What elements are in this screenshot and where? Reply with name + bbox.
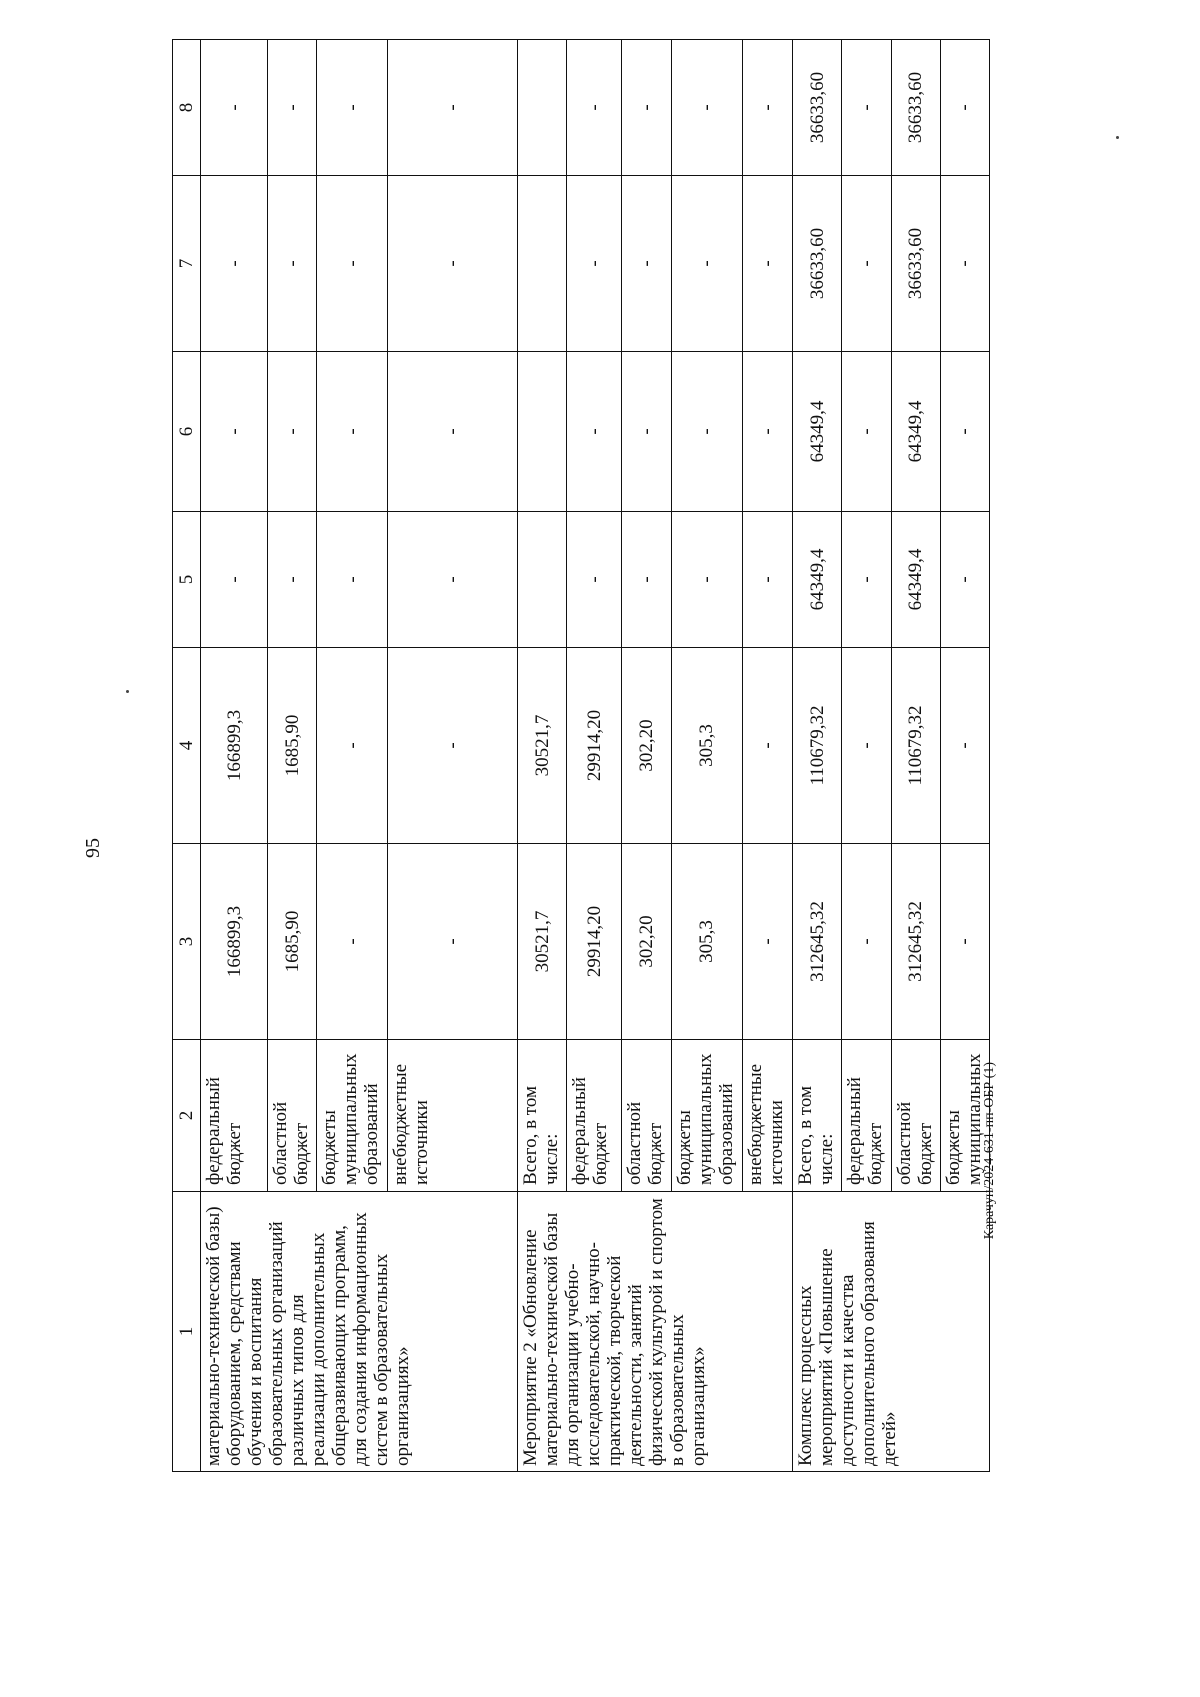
amount-cell: -: [317, 40, 388, 176]
amount-cell: -: [621, 512, 671, 648]
amount-cell: 1685,90: [268, 648, 317, 844]
funding-source-cell: внебюджетные источники: [388, 1040, 518, 1192]
amount-cell: -: [940, 648, 989, 844]
amount-cell: [518, 176, 567, 352]
amount-cell: [518, 512, 567, 648]
funding-source-cell: бюджеты муниципальных: [940, 1040, 989, 1192]
amount-cell: -: [940, 844, 989, 1040]
scan-speck: [1116, 136, 1119, 139]
amount-cell: 312645,32: [891, 844, 940, 1040]
funding-source-cell: Всего, в том числе:: [518, 1040, 567, 1192]
amount-cell: -: [671, 176, 742, 352]
amount-cell: -: [388, 648, 518, 844]
amount-cell: -: [201, 176, 268, 352]
amount-cell: -: [842, 844, 891, 1040]
amount-cell: -: [842, 648, 891, 844]
amount-cell: 36633,60: [891, 40, 940, 176]
amount-cell: -: [317, 352, 388, 512]
amount-cell: [518, 352, 567, 512]
amount-cell: -: [940, 40, 989, 176]
activity-name-cell: Мероприятие 2 «Обновление материально-технической базы для организации учебно-исследовательской, научно-практической, творческой деятельности, занятий физической культурой и спортом в образовательных организациях»: [518, 1192, 793, 1472]
page-number: 95: [82, 838, 104, 858]
table-container: [172, 40, 990, 1472]
amount-cell: -: [671, 512, 742, 648]
amount-cell: -: [388, 176, 518, 352]
column-header: 8: [173, 40, 201, 176]
amount-cell: -: [388, 512, 518, 648]
budget-table: [172, 39, 990, 1472]
amount-cell: 30521,7: [518, 844, 567, 1040]
amount-cell: -: [842, 176, 891, 352]
amount-cell: 166899,3: [201, 648, 268, 844]
funding-source-cell: бюджеты муниципальных образований: [317, 1040, 388, 1192]
column-header: 2: [173, 1040, 201, 1192]
amount-cell: 29914,20: [567, 648, 621, 844]
amount-cell: 302,20: [621, 844, 671, 1040]
amount-cell: [518, 40, 567, 176]
funding-source-cell: внебюджетные источники: [743, 1040, 793, 1192]
amount-cell: -: [743, 648, 793, 844]
amount-cell: -: [201, 352, 268, 512]
amount-cell: -: [388, 844, 518, 1040]
amount-cell: 29914,20: [567, 844, 621, 1040]
amount-cell: -: [567, 352, 621, 512]
funding-source-cell: федеральный бюджет: [842, 1040, 891, 1192]
column-header: 6: [173, 352, 201, 512]
amount-cell: 110679,32: [891, 648, 940, 844]
table-row: [518, 40, 567, 1472]
amount-cell: -: [388, 40, 518, 176]
amount-cell: 312645,32: [793, 844, 842, 1040]
amount-cell: -: [743, 40, 793, 176]
amount-cell: -: [388, 352, 518, 512]
amount-cell: -: [317, 512, 388, 648]
amount-cell: 64349,4: [891, 352, 940, 512]
activity-name-cell: Комплекс процессных мероприятий «Повышение доступности и качества дополнительного образования детей»: [793, 1192, 990, 1472]
table-body: [173, 40, 990, 1472]
amount-cell: 36633,60: [891, 176, 940, 352]
table-row: [201, 40, 268, 1472]
amount-cell: -: [268, 176, 317, 352]
amount-cell: -: [940, 176, 989, 352]
amount-cell: -: [317, 176, 388, 352]
funding-source-cell: Всего, в том числе:: [793, 1040, 842, 1192]
amount-cell: -: [268, 512, 317, 648]
amount-cell: -: [743, 176, 793, 352]
amount-cell: -: [671, 352, 742, 512]
amount-cell: 64349,4: [793, 512, 842, 648]
amount-cell: -: [671, 40, 742, 176]
amount-cell: -: [621, 40, 671, 176]
column-header: 1: [173, 1192, 201, 1472]
column-header: 4: [173, 648, 201, 844]
amount-cell: -: [317, 844, 388, 1040]
amount-cell: -: [567, 40, 621, 176]
table-header-row: [173, 40, 201, 1472]
funding-source-cell: бюджеты муниципальных образований: [671, 1040, 742, 1192]
document-code: Карачун/2024-631-пп-ОБР (1): [982, 1062, 997, 1240]
amount-cell: 36633,60: [793, 176, 842, 352]
amount-cell: -: [743, 352, 793, 512]
scan-speck: [126, 690, 129, 693]
amount-cell: 166899,3: [201, 844, 268, 1040]
column-header: 7: [173, 176, 201, 352]
amount-cell: 302,20: [621, 648, 671, 844]
column-header: 5: [173, 512, 201, 648]
amount-cell: -: [268, 40, 317, 176]
amount-cell: -: [842, 40, 891, 176]
amount-cell: 64349,4: [891, 512, 940, 648]
funding-source-cell: областной бюджет: [268, 1040, 317, 1192]
funding-source-cell: областной бюджет: [621, 1040, 671, 1192]
amount-cell: 305,3: [671, 844, 742, 1040]
funding-source-cell: областной бюджет: [891, 1040, 940, 1192]
amount-cell: -: [268, 352, 317, 512]
amount-cell: -: [940, 512, 989, 648]
amount-cell: -: [842, 512, 891, 648]
amount-cell: -: [201, 512, 268, 648]
amount-cell: 1685,90: [268, 844, 317, 1040]
funding-source-cell: федеральный бюджет: [201, 1040, 268, 1192]
amount-cell: 305,3: [671, 648, 742, 844]
amount-cell: -: [743, 512, 793, 648]
amount-cell: -: [317, 648, 388, 844]
amount-cell: -: [621, 352, 671, 512]
amount-cell: 36633,60: [793, 40, 842, 176]
amount-cell: 64349,4: [793, 352, 842, 512]
column-header: 3: [173, 844, 201, 1040]
amount-cell: -: [842, 352, 891, 512]
amount-cell: 30521,7: [518, 648, 567, 844]
amount-cell: -: [201, 40, 268, 176]
amount-cell: 110679,32: [793, 648, 842, 844]
funding-source-cell: федеральный бюджет: [567, 1040, 621, 1192]
amount-cell: -: [621, 176, 671, 352]
amount-cell: -: [743, 844, 793, 1040]
table-row: [793, 40, 842, 1472]
amount-cell: -: [940, 352, 989, 512]
amount-cell: -: [567, 512, 621, 648]
activity-name-cell: материально-технической базы) оборудованием, средствами обучения и воспитания образовательных организаций различных типов для реализации дополнительных общеразвивающих программ, для создания информационных систем в образовательных организациях»: [201, 1192, 518, 1472]
amount-cell: -: [567, 176, 621, 352]
